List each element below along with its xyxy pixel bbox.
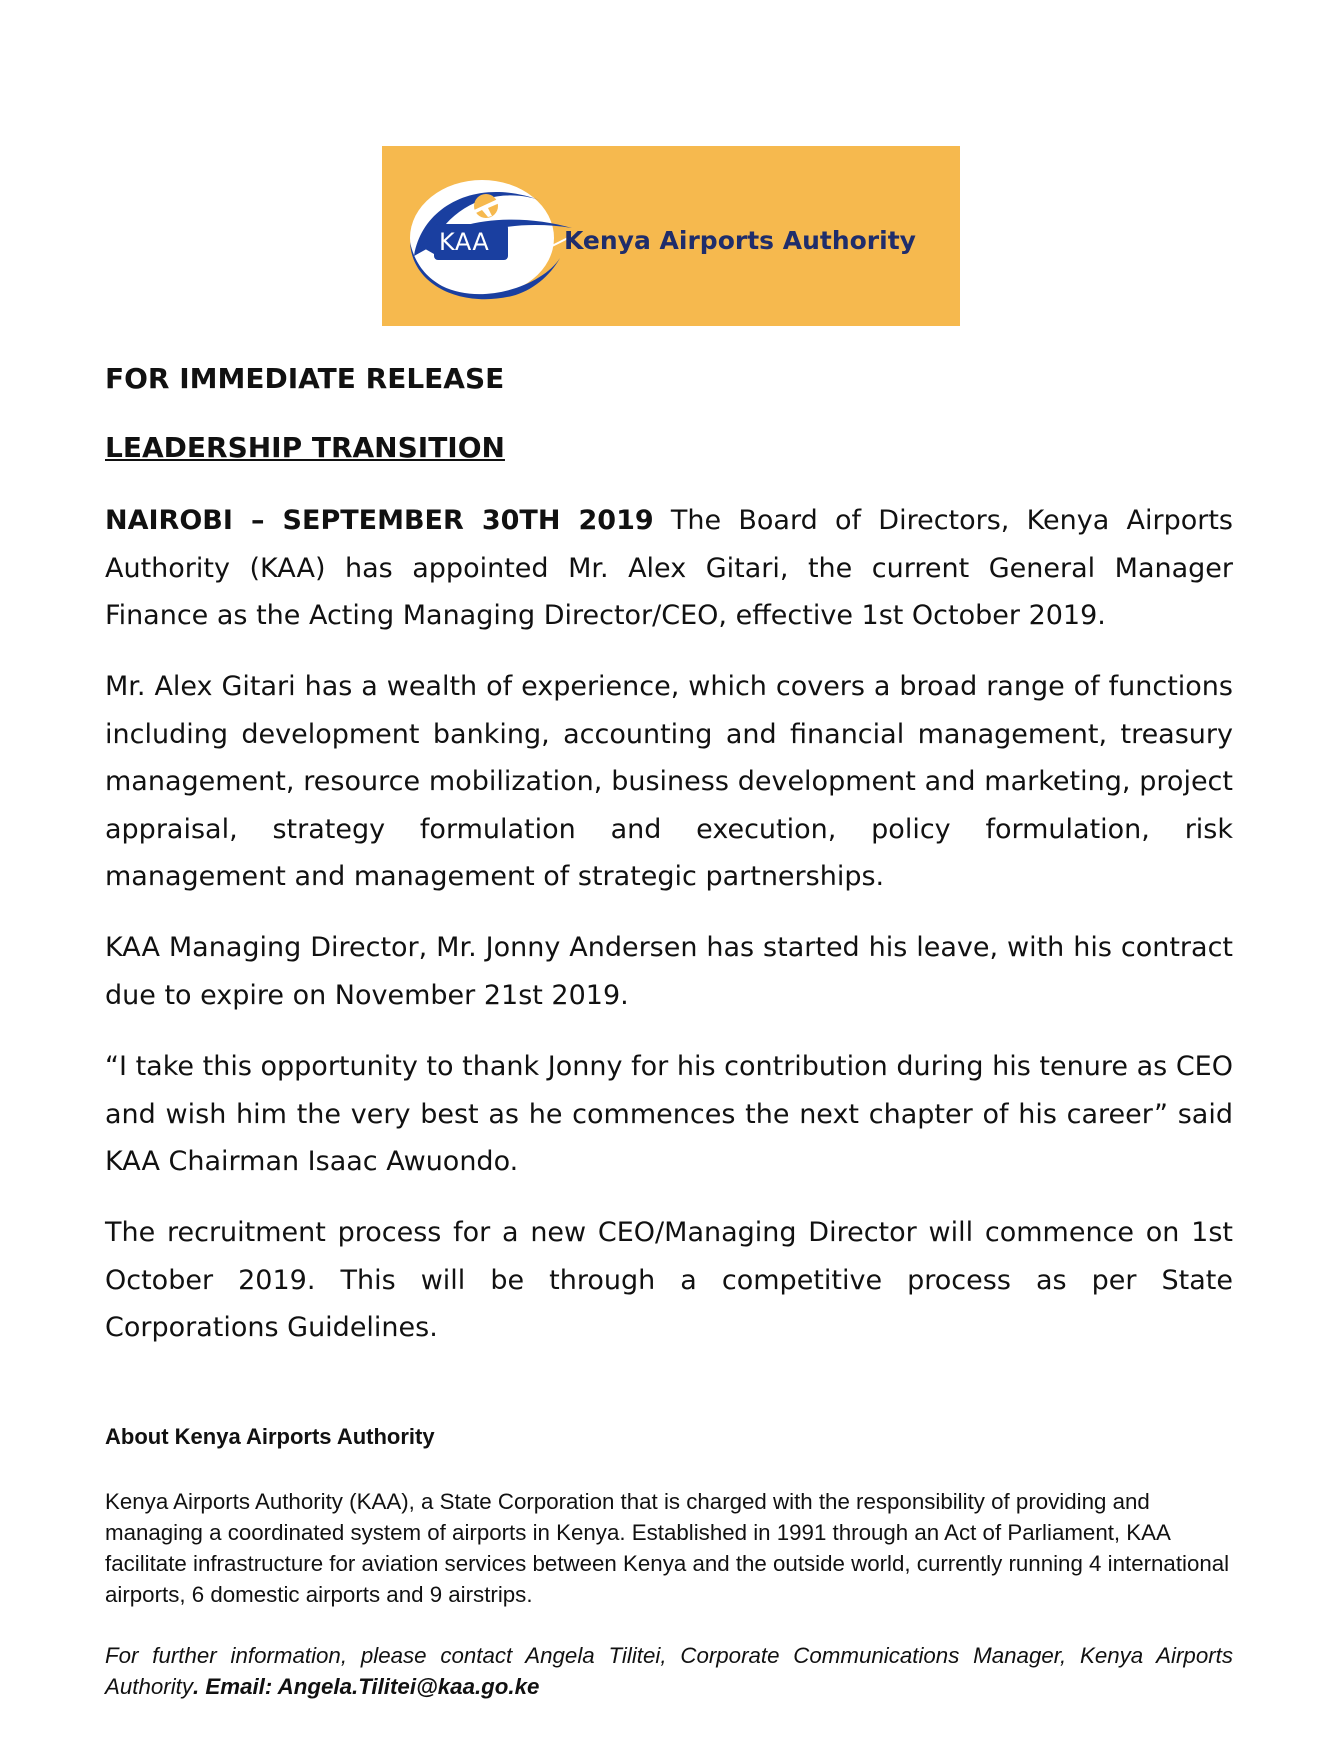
contact-info <box>105 1640 1233 1702</box>
about-text: Kenya Airports Authority (KAA), a State Corporation that is charged with the responsibility of providing and managing a coordinated system of airports in Kenya. Established in 1991 through an Act of Parliament, KAA facilitate infrastructure for aviation services between Kenya and the outside world, currently running 4 international airports, 6 domestic airports and 9 airstrips. <box>105 1489 1230 1607</box>
paragraph-4-text: “I take this opportunity to thank Jonny for his contribution during his tenure as CEO and wish him the very best as he commences the next chapter of his career” said KAA Chairman Isaac Awuondo. <box>105 1051 1233 1177</box>
paragraph-4 <box>105 1043 1233 1186</box>
release-label: FOR IMMEDIATE RELEASE <box>105 362 505 395</box>
contact-text: For further information, please contact Angela Tilitei, Corporate Communications Manager, Kenya Airports Authority <box>105 1643 1233 1699</box>
paragraph-2 <box>105 663 1233 901</box>
about-heading: About Kenya Airports Authority <box>105 1424 435 1449</box>
logo-name: Kenya Airports Authority <box>564 226 916 255</box>
paragraph-2-text: Mr. Alex Gitari has a wealth of experience, which covers a broad range of functions including development banking, accounting and financial management, treasury management, resource mobilization, business development and marketing, project appraisal, strategy formulation and execution, policy formulation, risk management and management of strategic partnerships. <box>105 671 1233 892</box>
paragraph-3-text: KAA Managing Director, Mr. Jonny Andersen has started his leave, with his contract due to expire on November 21st 2019. <box>105 932 1233 1011</box>
headline: LEADERSHIP TRANSITION <box>105 431 505 464</box>
paragraph-5-text: The recruitment process for a new CEO/Managing Director will commence on 1st October 2019. This will be through a competitive process as per State Corporations Guidelines. <box>105 1217 1233 1343</box>
paragraph-1 <box>105 497 1233 640</box>
dateline: NAIROBI – SEPTEMBER 30TH 2019 <box>105 505 654 536</box>
logo-abbr: KAA <box>439 228 490 256</box>
kaa-logo <box>382 146 960 326</box>
paragraph-5 <box>105 1209 1233 1352</box>
paragraph-3 <box>105 924 1233 1019</box>
contact-email[interactable]: . Email: Angela.Tilitei@kaa.go.ke <box>193 1674 540 1699</box>
paragraph-1-text: The Board of Directors, Kenya Airports Authority (KAA) has appointed Mr. Alex Gitari, the current General Manager Finance as the Acting Managing Director/CEO, effective 1st October 2019. <box>105 505 1233 631</box>
